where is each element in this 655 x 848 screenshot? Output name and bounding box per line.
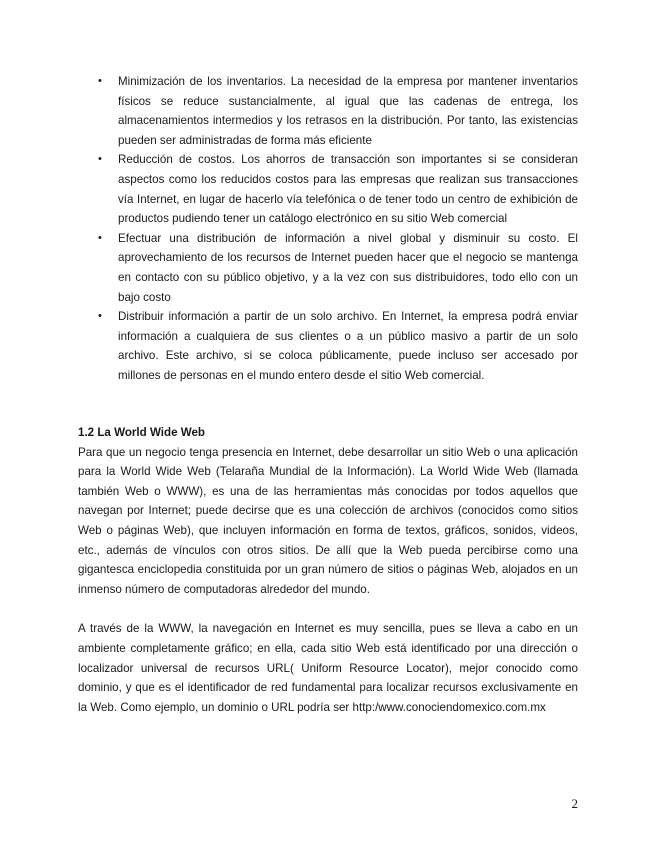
section-heading: 1.2 La World Wide Web: [78, 426, 206, 439]
bullet-text: Reducción de costos. Los ahorros de transacción son importantes si se consideran aspectos como los reducidos costos para las empresas que realizan sus transacciones vía Internet, en lugar de hacerlo vía telefónica o de tener todo un centro de exhibición de productos pudiendo tener un catálogo electrónico en su sitio Web comercial: [118, 153, 578, 226]
list-item: [96, 150, 578, 228]
list-item: [96, 229, 578, 307]
bullet-text: Distribuir información a partir de un solo archivo. En Internet, la empresa podrá enviar información a cualquiera de sus clientes o a un público masivo a partir de un solo archivo. Este archivo, si se coloca públicamente, puede incluso ser accesado por millones de personas en el mundo entero desde el sitio Web comercial.: [118, 310, 578, 382]
paragraph: A través de la WWW, la navegación en Internet es muy sencilla, pues se lleva a cabo en un ambiente completamente gráfico; en ella, cada sitio Web está identificado por una dirección o localizador universal de recursos URL( Uniform Resource Locator), mejor conocido como dominio, y que es el identificador de red fundamental para localizar recursos exclusivamente en la Web. Como ejemplo, un dominio o URL podría ser http:/www.conociendomexico.com.mx: [78, 622, 578, 714]
list-item: [96, 307, 578, 385]
bullet-text: Minimización de los inventarios. La necesidad de la empresa por mantener inventarios físicos se reduce sustancialmente, al igual que las cadenas de entrega, los almacenamientos intermedios y los retrasos en la distribución. Por tanto, las existencias pueden ser administradas de forma más eficiente: [118, 75, 578, 147]
bullet-text: Efectuar una distribución de información a nivel global y disminuir su costo. El aprovechamiento de los recursos de Internet pueden hacer que el negocio se mantenga en contacto con su público objetivo, y a la vez con sus distribuidores, todo ello con un bajo costo: [118, 231, 578, 304]
list-item: [96, 72, 578, 150]
bullet-list: [96, 72, 578, 386]
page-number: 2: [571, 796, 578, 811]
bullet-icon: •: [98, 231, 102, 244]
bullet-icon: •: [98, 310, 102, 323]
bullet-icon: •: [98, 153, 102, 166]
paragraph: Para que un negocio tenga presencia en Internet, debe desarrollar un sitio Web o una aplicación para la World Wide Web (Telaraña Mundial de la Información). La World Wide Web (llamada también Web o WWW), es una de las herramientas más conocidas por todos aquellos que navegan por Internet; puede decirse que es una colección de archivos (conocidos como sitios Web o páginas Web), que incluyen información en forma de textos, gráficos, sonidos, videos, etc., además de vínculos con otros sitios. De allí que la Web pueda percibirse como una gigantesca enciclopedia constituida por un gran número de sitios o páginas Web, alojados en un inmenso número de computadoras alrededor del mundo.: [78, 445, 578, 596]
bullet-icon: •: [98, 75, 102, 87]
section-world-wide-web: [78, 423, 578, 717]
